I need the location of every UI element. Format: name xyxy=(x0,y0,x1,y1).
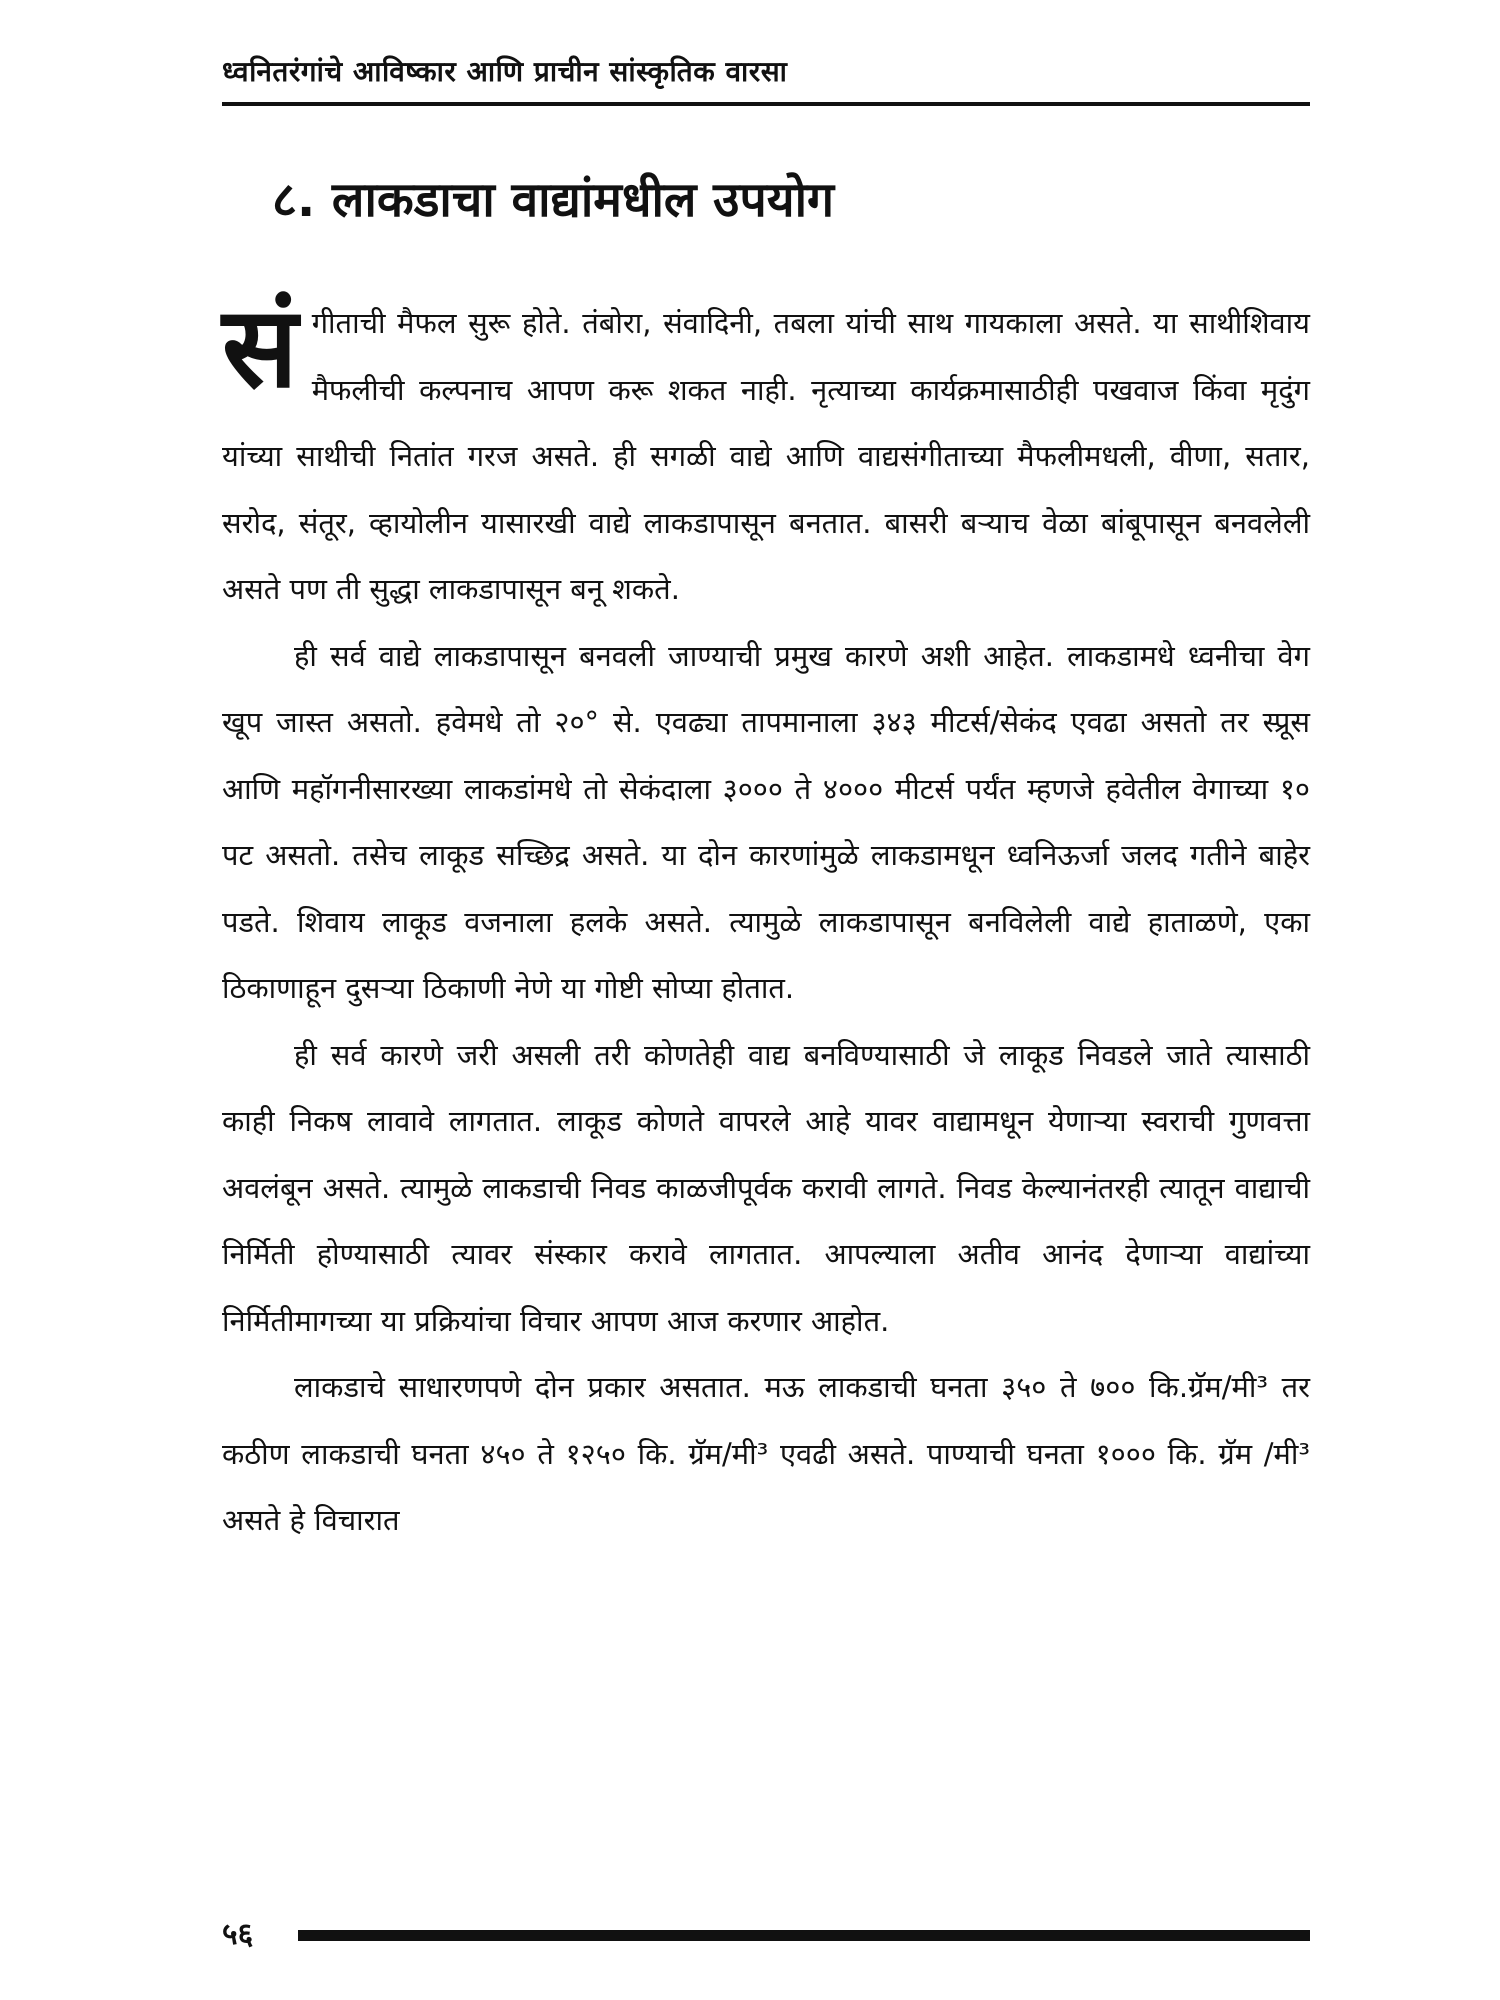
paragraph-4: लाकडाचे साधारणपणे दोन प्रकार असतात. मऊ लाकडाची घनता ३५० ते ७०० कि.ग्रॅम/मी³ तर कठीण लाकडाची घनता ४५० ते १२५० कि. ग्रॅम/मी³ एवढी असते. पाण्याची घनता १००० कि. ग्रॅम /मी³ असते हे विचारात xyxy=(222,1370,1310,1537)
paragraph-1-text: गीताची मैफल सुरू होते. तंबोरा, संवादिनी, तबला यांची साथ गायकाला असते. या साथीशिवाय मैफलीची कल्पनाच आपण करू शकत नाही. नृत्याच्या कार्यक्रमासाठीही पखवाज किंवा मृदुंग यांच्या साथीची नितांत गरज असते. ही सगळी वाद्ये आणि वाद्यसंगीताच्या मैफलीमधली, वीणा, सतार, सरोद, संतूर, व्हायोलीन यासारखी वाद्ये लाकडापासून बनतात. बासरी बऱ्याच वेळा बांबूपासून बनवलेली असते पण ती सुद्धा लाकडापासून बनू शकते. xyxy=(222,306,1310,606)
drop-cap: सं xyxy=(222,283,298,413)
paragraph-2: ही सर्व वाद्ये लाकडापासून बनवली जाण्याची प्रमुख कारणे अशी आहेत. लाकडामधे ध्वनीचा वेग खूप जास्त असतो. हवेमधे तो २०° से. एवढ्या तापमानाला ३४३ मीटर्स/सेकंद एवढा असतो तर स्प्रूस आणि महॉगनीसारख्या लाकडांमधे तो सेकंदाला ३००० ते ४००० मीटर्स पर्यंत म्हणजे हवेतील वेगाच्या १० पट असतो. तसेच लाकूड सच्छिद्र असते. या दोन कारणांमुळे लाकडामधून ध्वनिऊर्जा जलद गतीने बाहेर पडते. शिवाय लाकूड वजनाला हलके असते. त्यामुळे लाकडापासून बनविलेली वाद्ये हाताळणे, एका ठिकाणाहून दुसऱ्या ठिकाणी नेणे या गोष्टी सोप्या होतात. xyxy=(222,638,1310,1005)
paragraph-3: ही सर्व कारणे जरी असली तरी कोणतेही वाद्य बनविण्यासाठी जे लाकूड निवडले जाते त्यासाठी काही निकष लावावे लागतात. लाकूड कोणते वापरले आहे यावर वाद्यामधून येणाऱ्या स्वराची गुणवत्ता अवलंबून असते. त्यामुळे लाकडाची निवड काळजीपूर्वक करावी लागते. निवड केल्यानंतरही त्यातून वाद्याची निर्मिती होण्यासाठी त्यावर संस्कार करावे लागतात. आपल्याला अतीव आनंद देणाऱ्या वाद्यांच्या निर्मितीमागच्या या प्रक्रियांचा विचार आपण आज करणार आहोत. xyxy=(222,1037,1310,1338)
page-number: ५६ xyxy=(222,1917,254,1952)
header-rule xyxy=(222,102,1310,106)
paragraph-1 xyxy=(222,283,1310,623)
chapter-title: ८. लाकडाचा वाद्यांमधील उपयोग xyxy=(272,172,835,228)
body-text xyxy=(222,283,1310,1554)
footer-rule xyxy=(298,1930,1310,1941)
running-header-title: ध्वनितरंगांचे आविष्कार आणि प्राचीन सांस्कृतिक वारसा xyxy=(222,55,788,88)
